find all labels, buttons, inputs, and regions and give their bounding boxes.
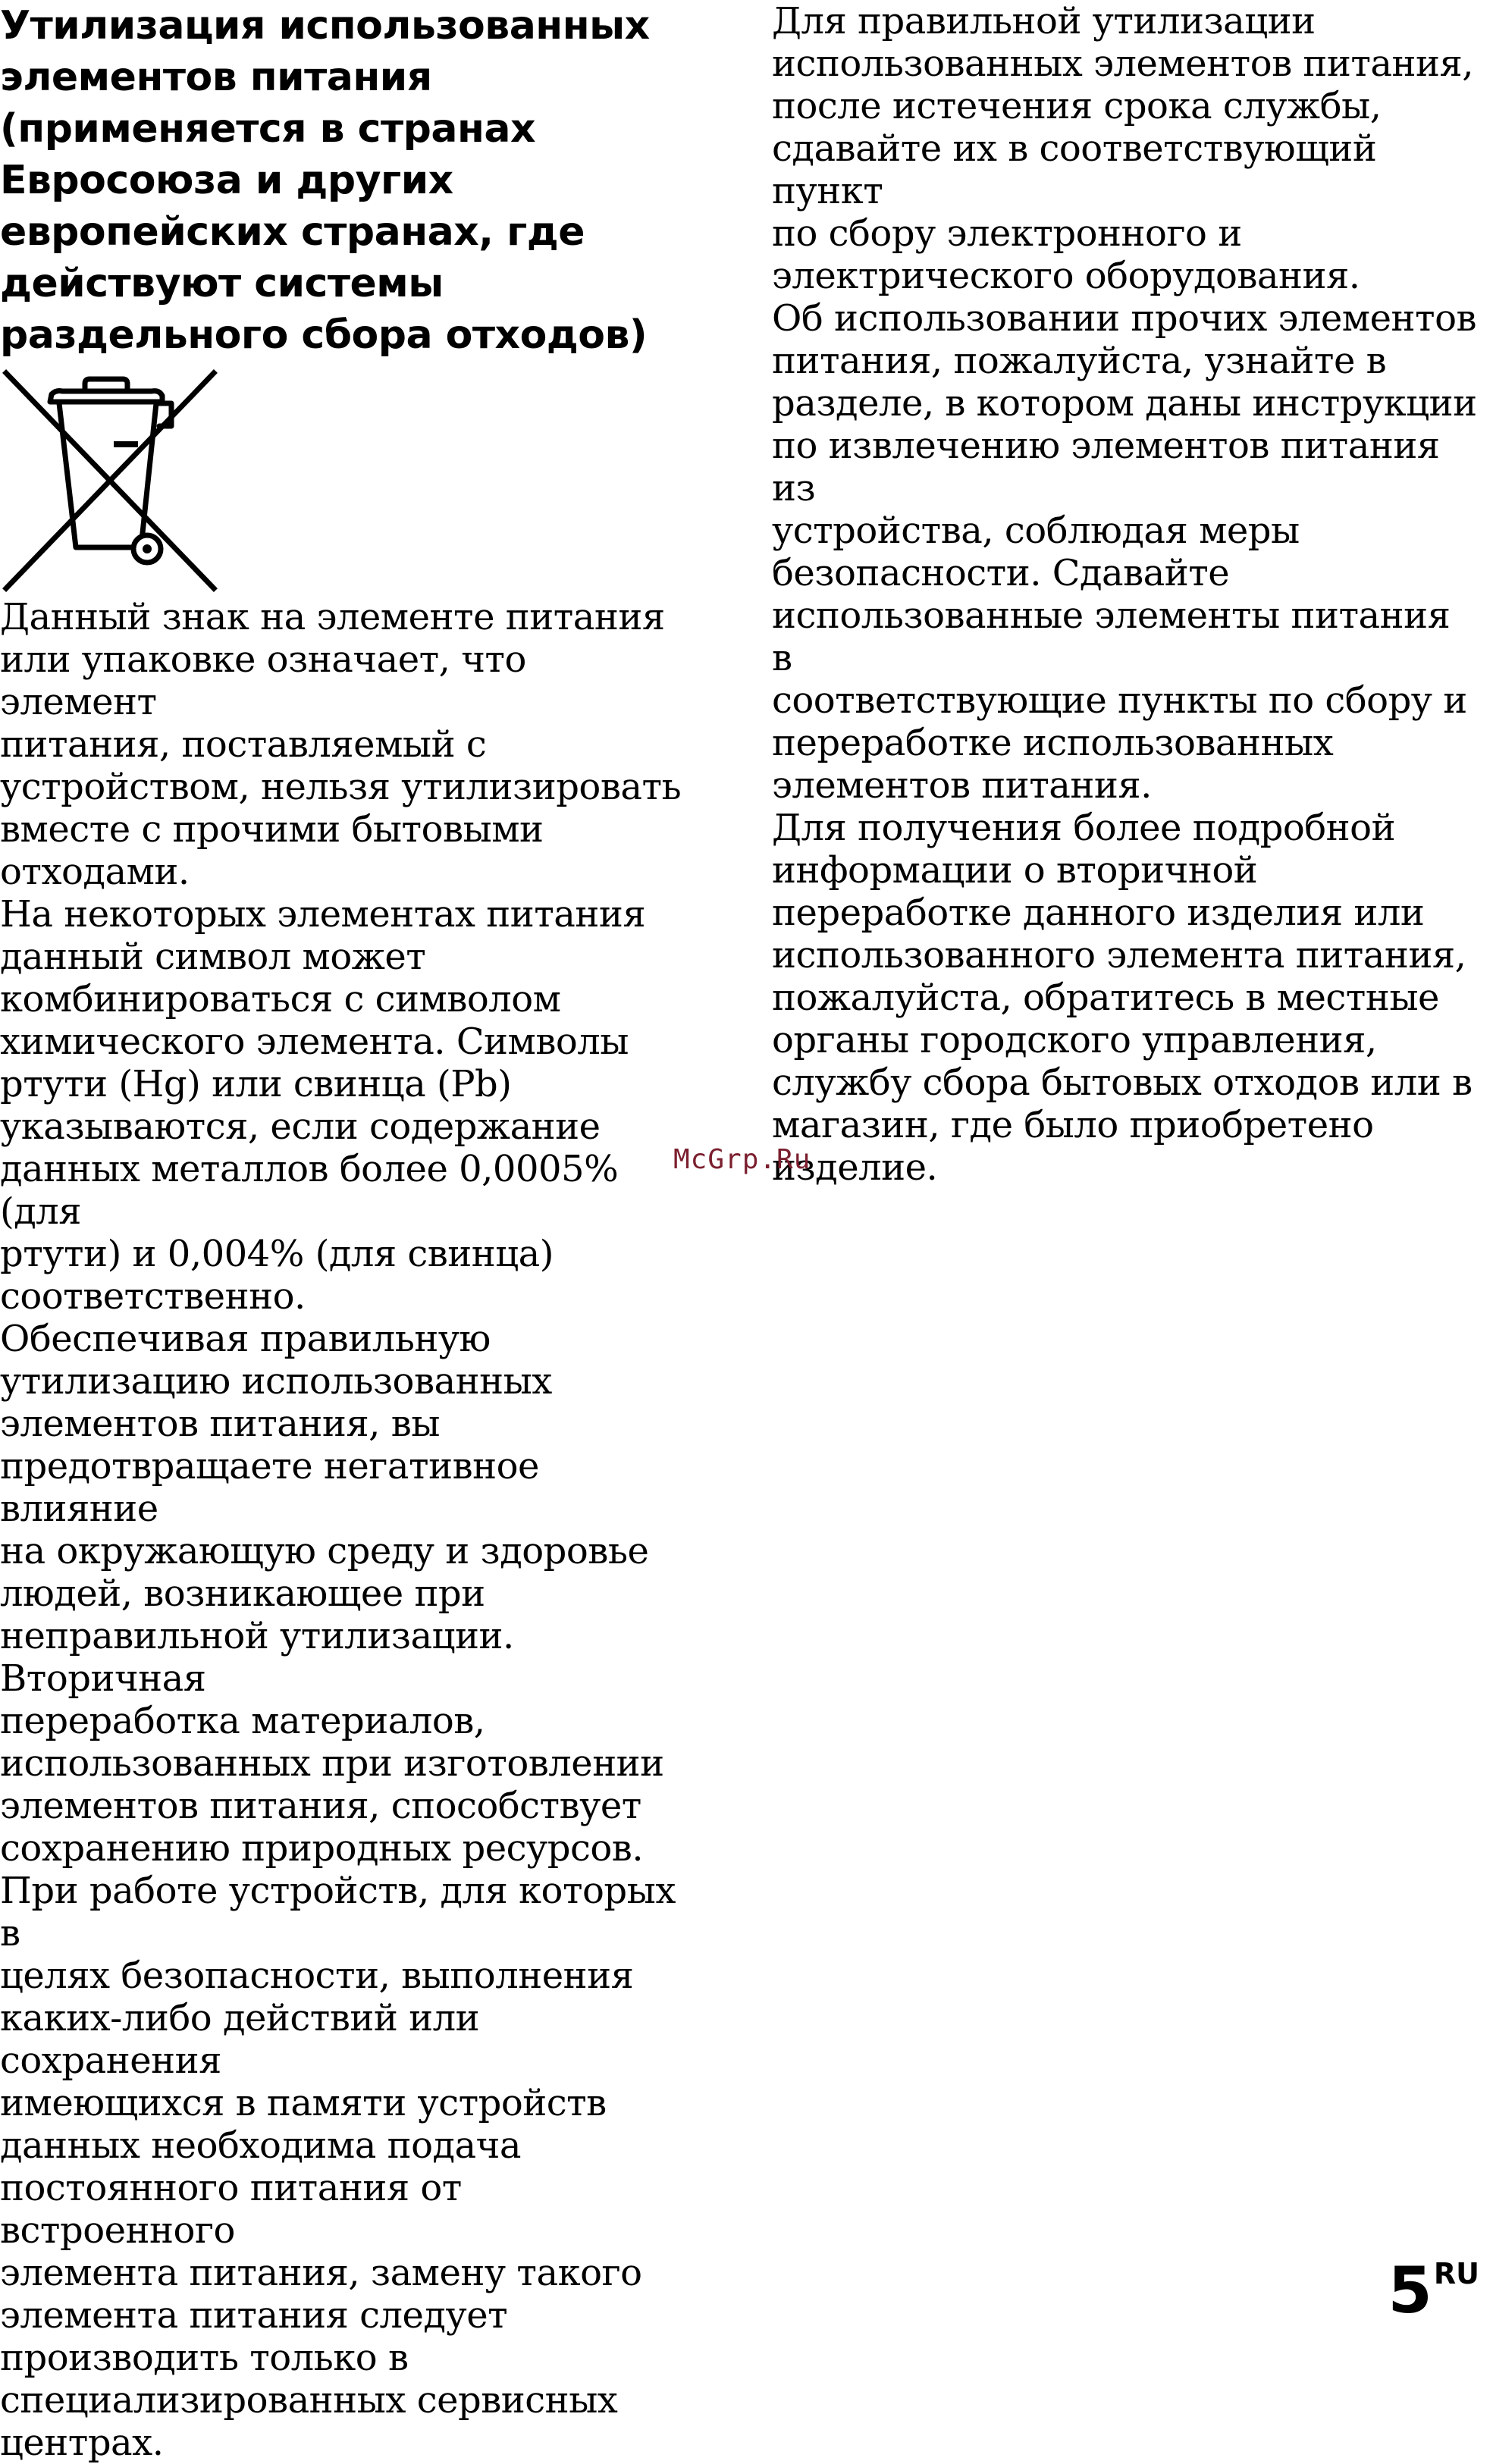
left-paragraph: Данный знак на элементе питания или упаковке означает, что элемент питания, поставляемый с устройством, нельзя утилизировать вместе с прочими бытовыми отходами. bbox=[0, 596, 682, 893]
watermark: McGrp.Ru bbox=[673, 1144, 811, 1175]
left-text-block bbox=[0, 596, 682, 2464]
left-paragraph: На некоторых элементах питания данный символ может комбинироваться с символом химического элемента. Символы ртути (Hg) или свинца (Pb) указываются, если содержание данных металлов более 0,0005% (для ртути) и 0,004% (для свинца) соответственно. bbox=[0, 893, 646, 1318]
right-paragraph: Для правильной утилизации использованных элементов питания, после истечения срока службы, сдавайте их в соответствующий пункт по сбору электронного и электрического оборудования. bbox=[772, 0, 1474, 297]
right-paragraph: Об использовании прочих элементов питания, пожалуйста, узнайте в разделе, в котором даны инструкции по извлечению элементов питания из устройства, соблюдая меры безопасности. Сдавайте использованные элементы питания в соответствующие пункты по сбору и переработке использованных элементов питания. bbox=[772, 297, 1477, 807]
left-paragraph: При работе устройств, для которых в целях безопасности, выполнения каких-либо действий или сохранения имеющихся в памяти устройств данных необходима подача постоянного питания от встроенного элемента питания, замену такого элемента питания следует производить только в специализированных сервисных центрах. bbox=[0, 1870, 676, 2464]
right-column bbox=[772, 0, 1477, 1189]
crossed-out-wheeled-bin-icon bbox=[0, 368, 220, 593]
page-language-code: RU bbox=[1433, 2257, 1479, 2290]
left-column bbox=[0, 0, 682, 2464]
section-heading: Утилизация использованных элементов питания (применяется в странах Евросоюза и других европейских странах, где действуют системы раздельного сбора отходов) bbox=[0, 3, 650, 358]
right-paragraph: Для получения более подробной информации о вторичной переработке данного изделия или использованного элемента питания, пожалуйста, обратитесь в местные органы городского управления, службу сбора бытовых отходов или в магазин, где было приобретено изделие. bbox=[772, 807, 1473, 1189]
page-number-value: 5 bbox=[1388, 2253, 1432, 2328]
left-paragraph: Обеспечивая правильную утилизацию использованных элементов питания, вы предотвращаете негативное влияние на окружающую среду и здоровье людей, возникающее при неправильной утилизации. Вторичная переработка материалов, использованных при изготовлении элементов питания, способствует сохранению природных ресурсов. bbox=[0, 1318, 664, 1870]
page-number bbox=[1388, 2253, 1479, 2328]
